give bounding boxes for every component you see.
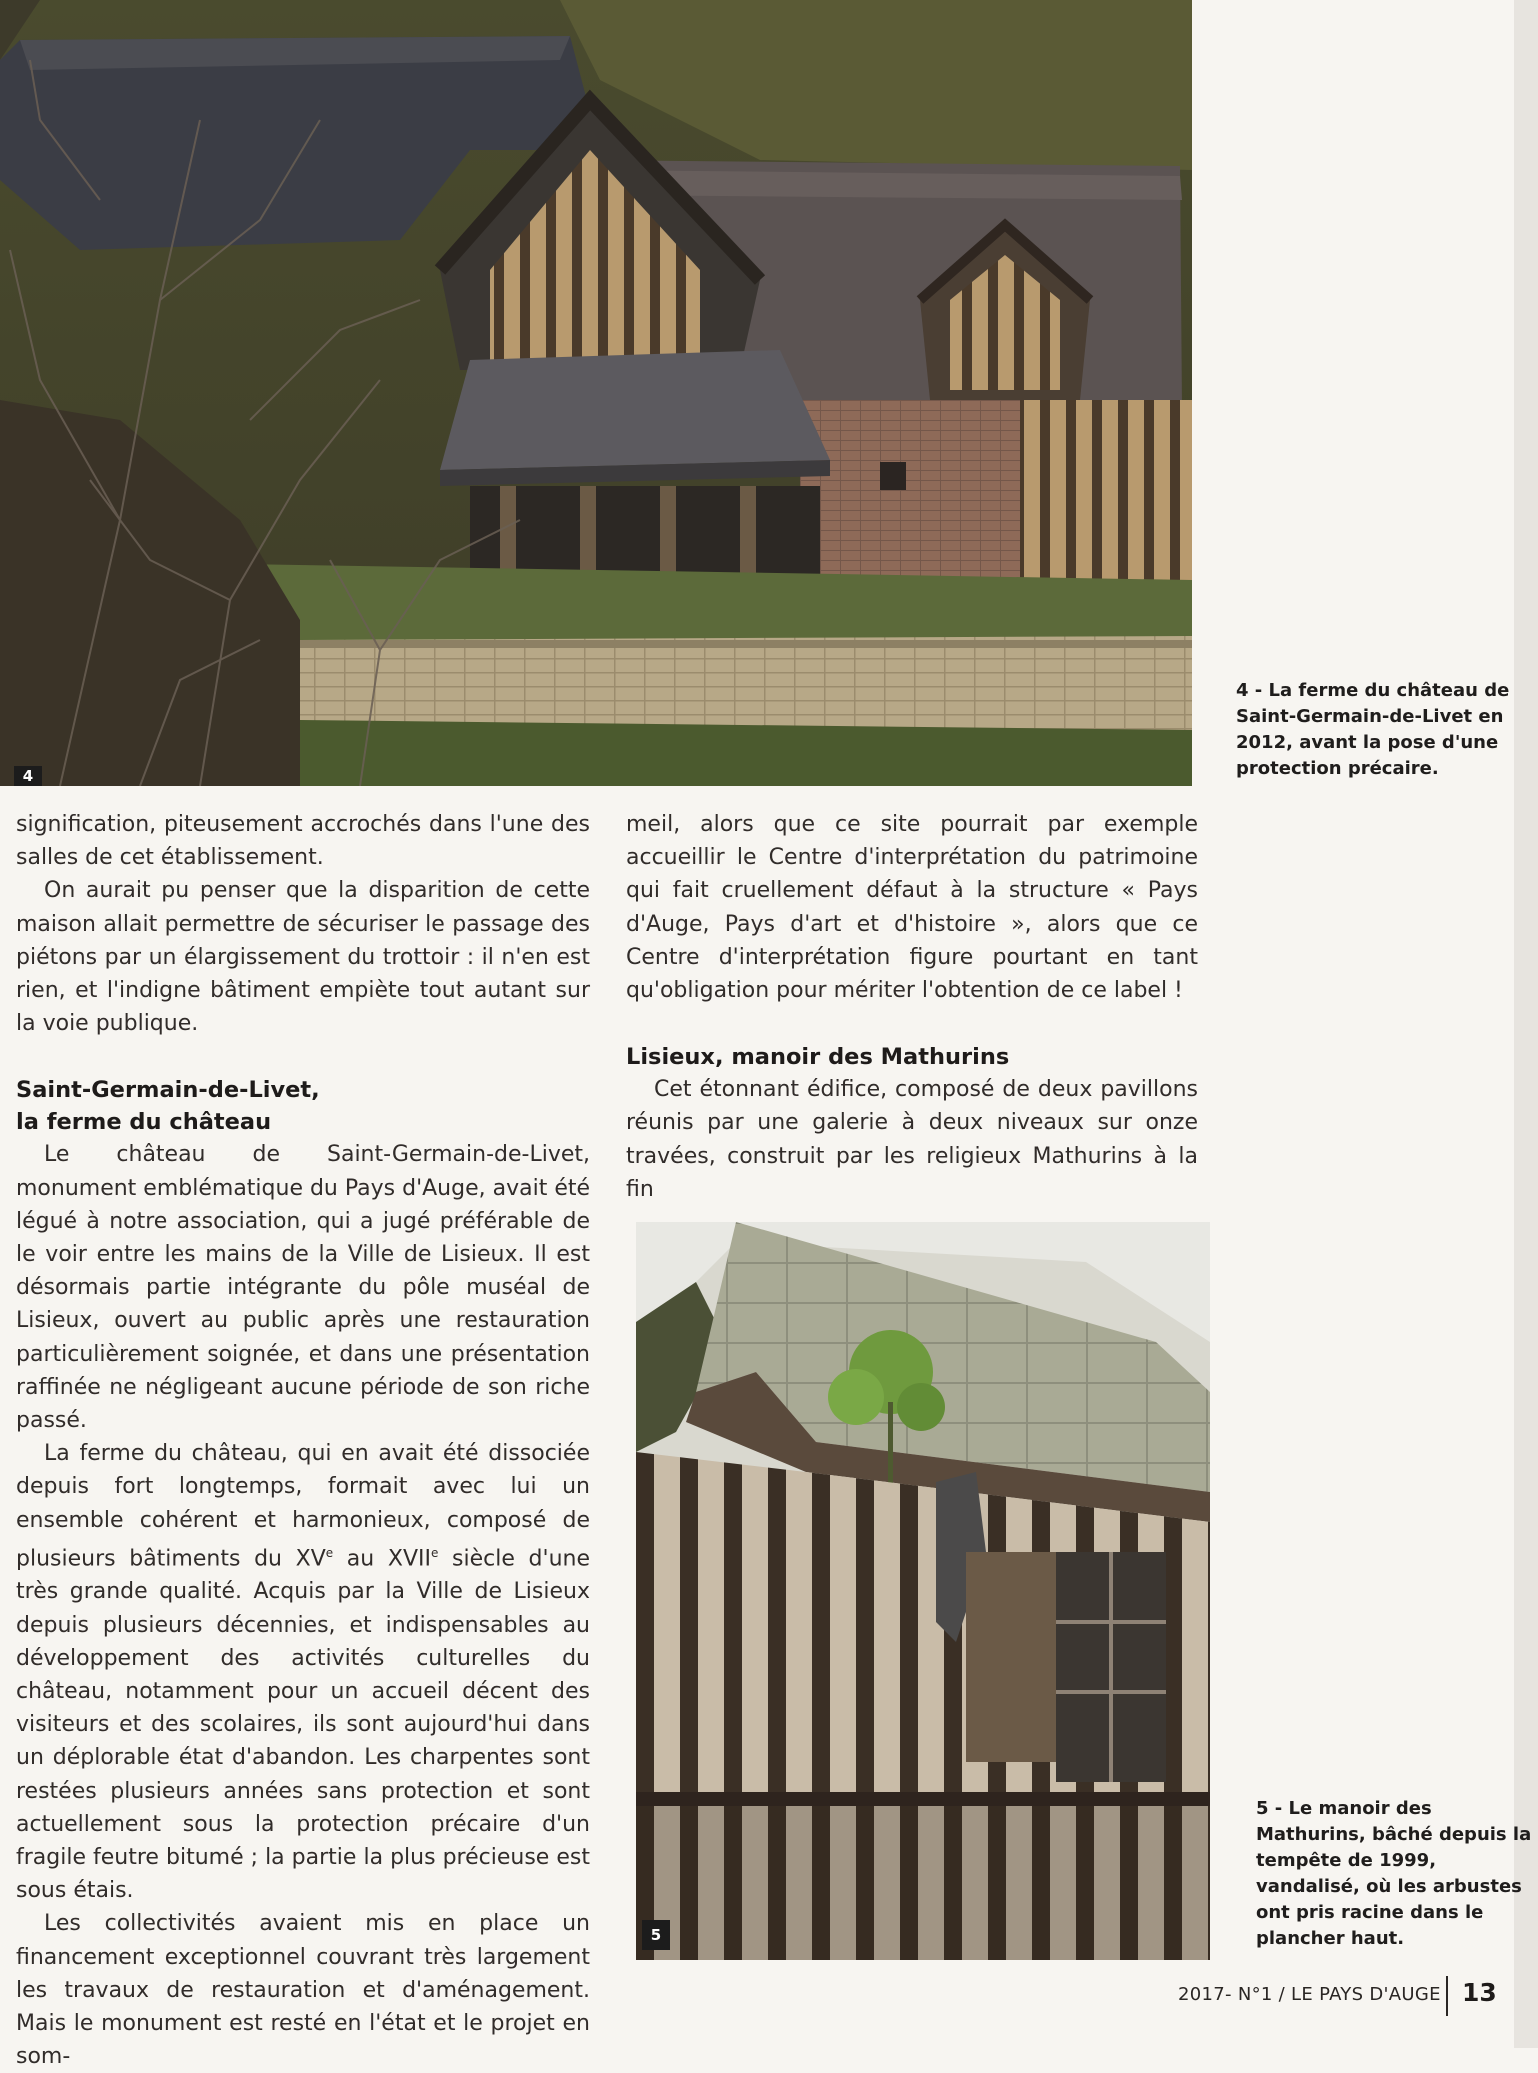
photo-caption: 4 - La ferme du château de Saint-Germain-de-Livet en 2012, avant la pose d'une protection précaire. xyxy=(1236,680,1510,779)
issue-footer: 2017- N°1 / LE PAYS D'AUGE xyxy=(1178,1984,1441,2005)
left-column xyxy=(16,808,590,2073)
paragraph: La ferme du château, qui en avait été dissociée depuis fort longtemps, formait avec lui un ensemble cohérent et harmonieux, composé de plusieurs bâtiments du XVe au XVIIe siècle d'une très grande qualité. Acquis par la Ville de Lisieux depuis plusieurs décennies, et indispensables au développement des activités culturelles du château, notamment pour un accueil décent des visiteurs et des scolaires, ils sont aujourd'hui dans un déplorable état d'abandon. Les charpentes sont restées plusieurs années sans protection et sont actuellement sous la protection précaire d'un fragile feutre bitumé ; la partie la plus précieuse est sous étais. xyxy=(16,1441,590,1904)
paragraph: Cet étonnant édifice, composé de deux pavillons réunis par une galerie à deux niveaux sur onze travées, construit par les religieux Mathurins à la fin xyxy=(626,1077,1198,1202)
footer-divider xyxy=(1446,1976,1448,2016)
paragraph: On aurait pu penser que la disparition de cette maison allait permettre de sécuriser le passage des piétons par un élargissement du trottoir : il n'en est rien, et l'indigne bâtiment empiète tout autant sur la voie publique. xyxy=(16,878,590,1037)
page-edge xyxy=(1514,0,1538,2048)
page-number: 13 xyxy=(1462,1978,1497,2007)
section-heading: Saint-Germain-de-Livet, la ferme du château xyxy=(16,1077,320,1136)
manor-photo xyxy=(636,1222,1210,1960)
photo-number-badge: 5 xyxy=(642,1920,670,1950)
photo-caption: 5 - Le manoir des Mathurins, bâché depuis la tempête de 1999, vandalisé, où les arbustes ont pris racine dans le plancher haut. xyxy=(1256,1798,1532,1949)
right-column xyxy=(626,808,1198,1206)
paragraph: meil, alors que ce site pourrait par exemple accueillir le Centre d'interprétation du patrimoine qui fait cruellement défaut à la structure « Pays d'Auge, Pays d'art et d'histoire », alors que ce Centre d'interprétation figure pourtant en tant qu'obligation pour mériter l'obtention de ce label ! xyxy=(626,812,1198,1004)
paragraph: signification, piteusement accrochés dans l'une des salles de cet établissement. xyxy=(16,812,590,871)
paragraph: Le château de Saint-Germain-de-Livet, monument emblématique du Pays d'Auge, avait été légué à notre association, qui a jugé préférable de le voir entre les mains de la Ville de Lisieux. Il est désormais partie intégrante du pôle muséal de Lisieux, ouvert au public après une restauration particulièrement soignée, et dans une présentation raffinée ne négligeant aucune période de son riche passé. xyxy=(16,1142,591,1434)
photo-number-badge: 4 xyxy=(14,766,42,786)
paragraph: Les collectivités avaient mis en place un financement exceptionnel couvrant très largement les travaux de restauration et d'aménagement. Mais le monument est resté en l'état et le projet en som- xyxy=(16,1911,590,2070)
farm-photo xyxy=(0,0,1192,786)
section-heading: Lisieux, manoir des Mathurins xyxy=(626,1044,1010,1071)
